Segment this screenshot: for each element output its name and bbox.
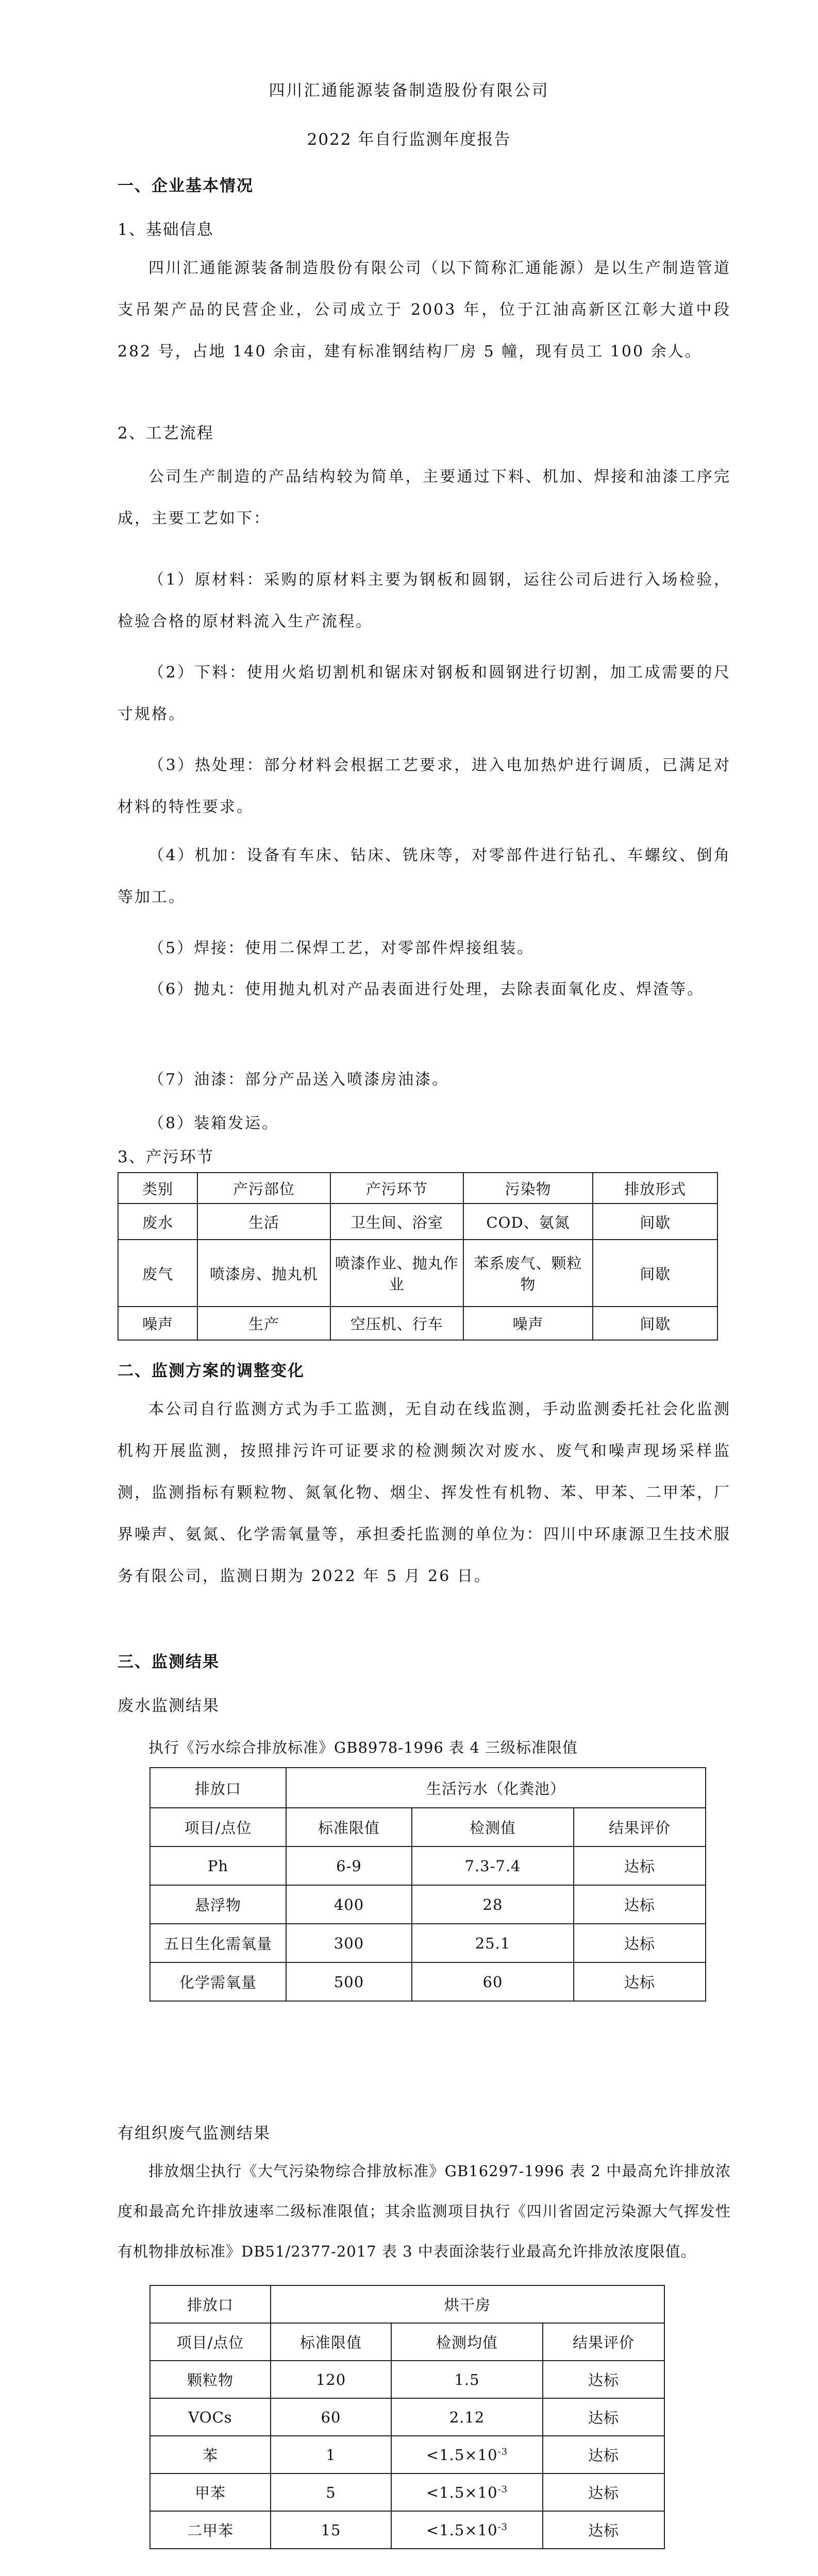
table-cell: 达标 [543, 2473, 664, 2511]
table-cell: 1.5 [391, 2361, 543, 2398]
table-cell: 达标 [574, 1846, 706, 1885]
table-cell [391, 2436, 543, 2473]
water-results-table [149, 1767, 706, 2002]
table-row [118, 1240, 717, 1307]
table-row [150, 1846, 706, 1885]
exponent: -3 [497, 2521, 508, 2532]
process-step-8: （8）装箱发运。 [148, 1114, 279, 1132]
table-cell: 6-9 [286, 1846, 412, 1885]
exponent: -3 [497, 2483, 508, 2495]
table-cell: 达标 [543, 2361, 664, 2398]
table-cell: 苯 [150, 2436, 271, 2473]
table-cell: 达标 [574, 1962, 706, 2001]
table-cell: 颗粒物 [150, 2361, 271, 2398]
table-cell: 废气 [118, 1240, 197, 1307]
table-cell: 60 [271, 2398, 391, 2436]
table-row [150, 1924, 706, 1962]
table-row [150, 2361, 664, 2398]
table-header-cell: 产污环节 [330, 1173, 463, 1204]
table-row [150, 2473, 664, 2511]
table-header-row [150, 2323, 664, 2361]
section3-heading: 三、监测结果 [118, 1653, 220, 1671]
table-cell: 间歇 [593, 1307, 717, 1340]
basic-info-paragraph: 四川汇通能源装备制造股份有限公司（以下简称汇通能源）是以生产制造管道支吊架产品的民营企业，公司成立于 2003 年，位于江油高新区江彰大道中段 282 号，占地 140 余亩，建有标准钢结构厂房 5 幢，现有员工 100 余人。 [118, 259, 731, 361]
table-header-cell: 检测值 [412, 1808, 574, 1846]
table-cell: 苯系废气、颗粒物 [463, 1240, 593, 1307]
section2-heading: 二、监测方案的调整变化 [118, 1362, 305, 1380]
table-row [150, 2285, 664, 2323]
section1-sub1: 1、基础信息 [118, 221, 214, 239]
water-standard-text: 执行《污水综合排放标准》GB8978-1996 表 4 三级标准限值 [148, 1739, 578, 1756]
table-cell: 7.3-7.4 [412, 1846, 574, 1885]
table-header-row [150, 1808, 706, 1846]
table-header-cell: 产污部位 [197, 1173, 330, 1204]
process-intro-paragraph: 公司生产制造的产品结构较为简单，主要通过下料、机加、焊接和油漆工序完成，主要工艺如下： [118, 468, 731, 528]
outlet-label-cell: 排放口 [150, 2285, 271, 2323]
value-text: <1.5×10 [426, 2521, 498, 2539]
table-cell: 2.12 [391, 2398, 543, 2436]
table-cell: VOCs [150, 2398, 271, 2436]
gas-standard-text: 排放烟尘执行《大气污染物综合排放标准》GB16297-1996 表 2 中最高允许排放浓度和最高允许排放速率二级标准限值；其余监测项目执行《四川省固定污染源大气挥发性有机物排放标准》DB51/2377-2017 表 3 中表面涂装行业最高允许排放浓度限值。 [118, 2162, 731, 2260]
outlet-value-cell: 烘干房 [271, 2285, 664, 2323]
table-header-cell: 结果评价 [543, 2323, 664, 2361]
process-step-2: （2）下料：使用火焰切割机和锯床对钢板和圆钢进行切割，加工成需要的尺寸规格。 [118, 664, 731, 723]
water-results-title: 废水监测结果 [118, 1697, 220, 1715]
table-cell [391, 2473, 543, 2511]
table-cell: 达标 [543, 2511, 664, 2549]
table-header-cell: 标准限值 [286, 1808, 412, 1846]
process-step-5: （5）焊接：使用二保焊工艺，对零部件焊接组装。 [148, 939, 535, 957]
table-cell: 空压机、行车 [330, 1307, 463, 1340]
table-row [150, 2436, 664, 2473]
table-cell: 噪声 [463, 1307, 593, 1340]
table-cell: 卫生间、浴室 [330, 1204, 463, 1240]
table-row [150, 2398, 664, 2436]
table-header-cell: 结果评价 [574, 1808, 706, 1846]
table-cell: 达标 [543, 2398, 664, 2436]
table-header-cell: 排放形式 [593, 1173, 717, 1204]
table-cell: 300 [286, 1924, 412, 1962]
table-cell: 生活 [197, 1204, 330, 1240]
table-header-cell: 污染物 [463, 1173, 593, 1204]
section1-sub2: 2、工艺流程 [118, 424, 214, 443]
process-step-4: （4）机加：设备有车床、钻床、铣床等，对零部件进行钻孔、车螺纹、倒角等加工。 [118, 846, 731, 906]
table-cell: 喷漆房、抛丸机 [197, 1240, 330, 1307]
value-text: <1.5×10 [426, 2446, 498, 2464]
pollution-table [118, 1172, 718, 1341]
drying-room-table [149, 2285, 665, 2549]
process-step-7: （7）油漆：部分产品送入喷漆房油漆。 [148, 1071, 449, 1089]
table-header-cell: 检测均值 [391, 2323, 543, 2361]
value-text: <1.5×10 [426, 2483, 498, 2501]
table-cell: 喷漆作业、抛丸作业 [330, 1240, 463, 1307]
section1-sub3: 3、产污环节 [118, 1148, 214, 1166]
table-row [150, 2511, 664, 2549]
table-cell: Ph [150, 1846, 286, 1885]
table-cell: 25.1 [412, 1924, 574, 1962]
table-header-cell: 标准限值 [271, 2323, 391, 2361]
table-row [150, 1768, 706, 1808]
process-step-6: （6）抛丸：使用抛丸机对产品表面进行处理，去除表面氧化皮、焊渣等。 [148, 980, 705, 998]
company-title: 四川汇通能源装备制造股份有限公司 [269, 81, 549, 100]
table-cell: 达标 [543, 2436, 664, 2473]
report-title: 2022 年自行监测年度报告 [307, 130, 511, 149]
table-cell: 5 [271, 2473, 391, 2511]
table-header-cell: 类别 [118, 1173, 197, 1204]
process-step-3: （3）热处理：部分材料会根据工艺要求，进入电加热炉进行调质，已满足对材料的特性要求。 [118, 756, 731, 816]
table-cell: 间歇 [593, 1240, 717, 1307]
process-step-1: （1）原材料：采购的原材料主要为钢板和圆钢，运往公司后进行入场检验，检验合格的原材料流入生产流程。 [118, 571, 731, 631]
gas-results-title: 有组织废气监测结果 [118, 2124, 271, 2143]
table-cell: 1 [271, 2436, 391, 2473]
table-cell: 化学需氧量 [150, 1962, 286, 2001]
table-cell: 400 [286, 1885, 412, 1924]
table-header-cell: 项目/点位 [150, 2323, 271, 2361]
table-cell: 废水 [118, 1204, 197, 1240]
table-cell: 500 [286, 1962, 412, 2001]
table-cell: 噪声 [118, 1307, 197, 1340]
table-cell: 15 [271, 2511, 391, 2549]
table-row [150, 1885, 706, 1924]
table-cell: 达标 [574, 1924, 706, 1962]
table-cell: 生产 [197, 1307, 330, 1340]
table-cell: 二甲苯 [150, 2511, 271, 2549]
exponent: -3 [497, 2446, 508, 2457]
table-cell: 达标 [574, 1885, 706, 1924]
table-row [118, 1307, 717, 1340]
table-cell: COD、氨氮 [463, 1204, 593, 1240]
table-cell: 甲苯 [150, 2473, 271, 2511]
outlet-label-cell: 排放口 [150, 1768, 286, 1808]
table-header-cell: 项目/点位 [150, 1808, 286, 1846]
table-header-row [118, 1173, 717, 1204]
table-cell [391, 2511, 543, 2549]
table-cell: 五日生化需氧量 [150, 1924, 286, 1962]
table-cell: 28 [412, 1885, 574, 1924]
outlet-value-cell: 生活污水（化粪池） [286, 1768, 706, 1808]
table-cell: 60 [412, 1962, 574, 2001]
table-row [150, 1962, 706, 2001]
section2-paragraph: 本公司自行监测方式为手工监测，无自动在线监测，手动监测委托社会化监测机构开展监测，按照排污许可证要求的检测频次对废水、废气和噪声现场采样监测，监测指标有颗粒物、氮氧化物、烟尘、挥发性有机物、苯、甲苯、二甲苯，厂界噪声、氨氮、化学需氧量等，承担委托监测的单位为：四川中环康源卫生技术服务有限公司，监测日期为 2022 年 5 月 26 日。 [118, 1400, 731, 1585]
table-row [118, 1204, 717, 1240]
table-cell: 间歇 [593, 1204, 717, 1240]
table-cell: 120 [271, 2361, 391, 2398]
table-cell: 悬浮物 [150, 1885, 286, 1924]
section1-heading: 一、企业基本情况 [118, 177, 254, 195]
